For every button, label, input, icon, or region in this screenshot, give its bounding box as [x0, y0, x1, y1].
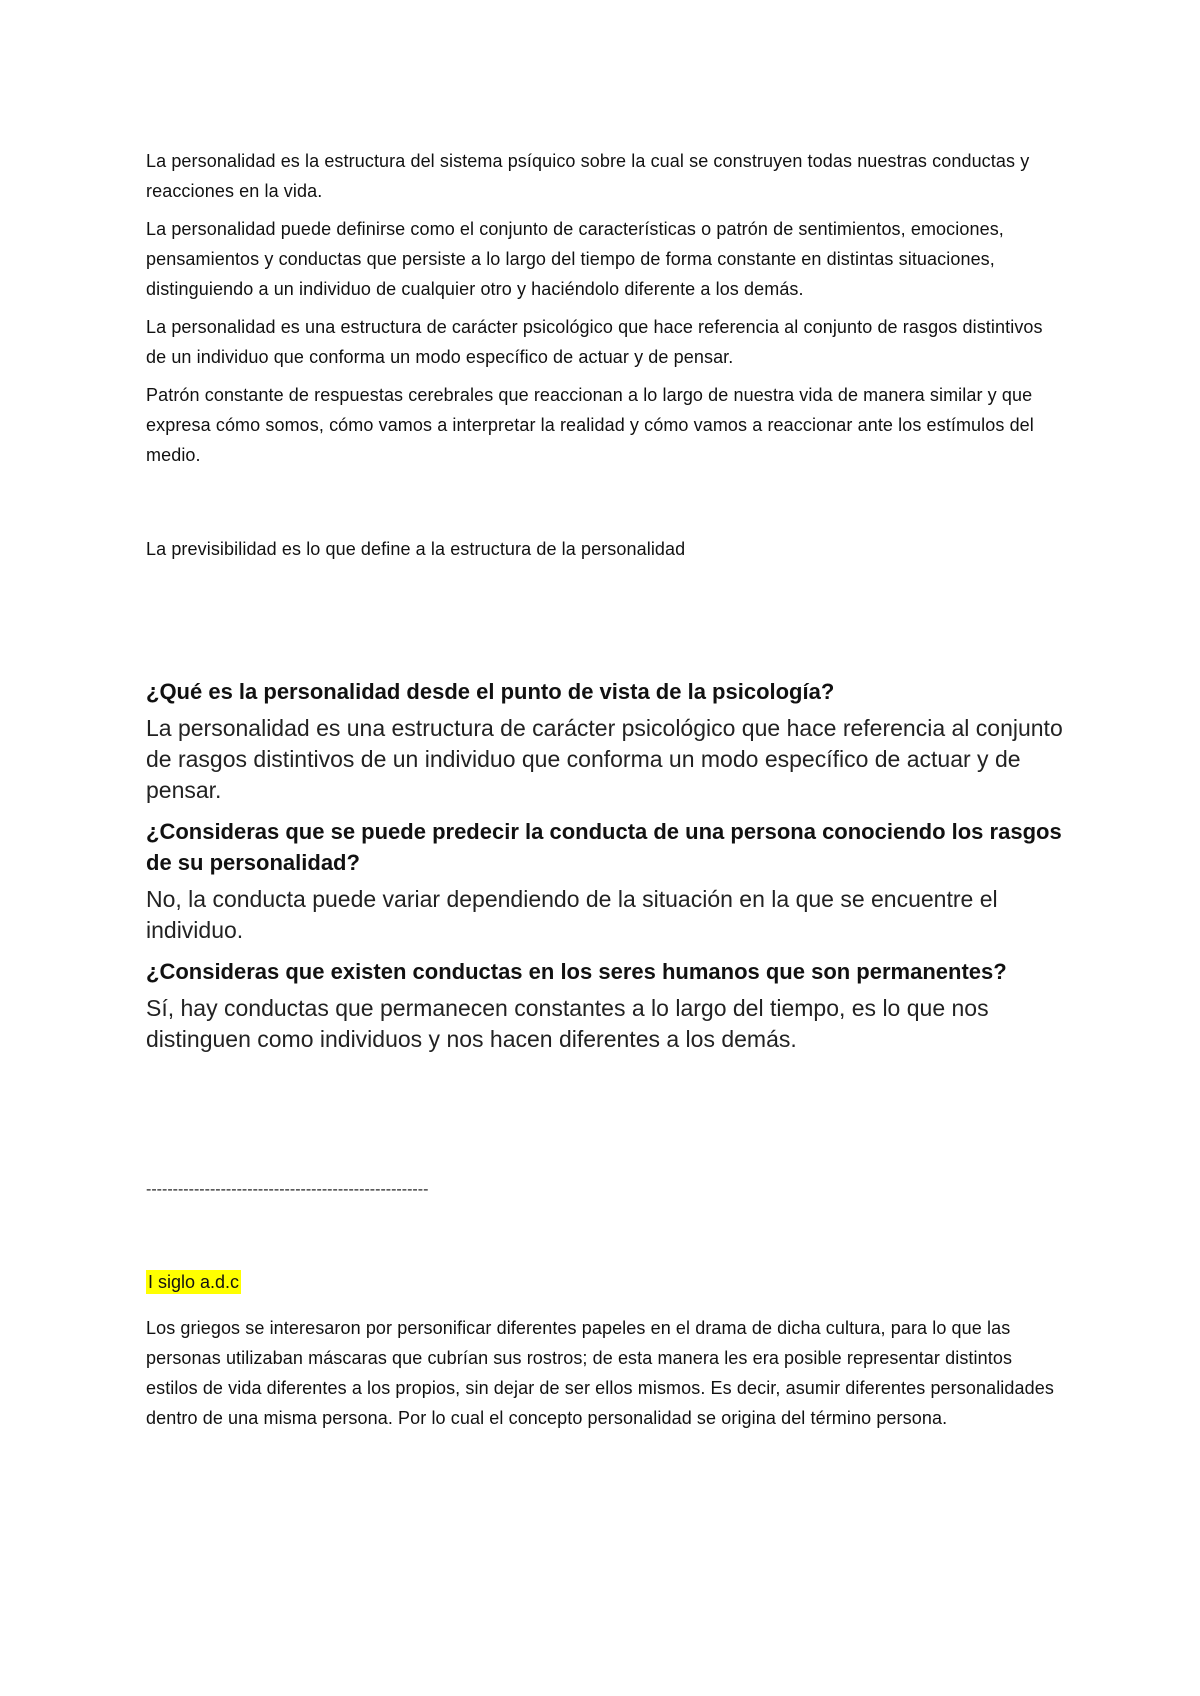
paragraph-greeks: Los griegos se interesaron por personificar diferentes papeles en el drama de dicha cultura, para lo que las personas utilizaban máscaras que cubrían sus rostros; de esta manera les era posible representar distintos estilos de vida diferentes a los propios, sin dejar de ser ellos mismos. Es decir, asumir diferentes personalidades dentro de una misma persona. Por lo cual el concepto personalidad se origina del término persona. — [146, 1318, 1054, 1428]
answer-1: La personalidad es una estructura de carácter psicológico que hace referencia al conjunto de rasgos distintivos de un individuo que conforma un modo específico de actuar y de pensar. — [146, 715, 1063, 803]
blank-space — [146, 1205, 1066, 1267]
answer-3: Sí, hay conductas que permanecen constantes a lo largo del tiempo, es lo que nos distinguen como individuos y nos hacen diferentes a los demás. — [146, 995, 989, 1052]
paragraph-definition-1: La personalidad es la estructura del sistema psíquico sobre la cual se construyen todas nuestras conductas y reacciones en la vida. — [146, 151, 1030, 201]
answer-2: No, la conducta puede variar dependiendo de la situación en la que se encuentre el individuo. — [146, 886, 998, 943]
section-heading-highlighted: I siglo a.d.c — [148, 1272, 240, 1292]
blank-space — [146, 478, 1066, 534]
statement-predictability: La previsibilidad es lo que define a la estructura de la personalidad — [146, 539, 686, 559]
document-body — [146, 146, 1066, 1441]
paragraph-definition-4: Patrón constante de respuestas cerebrales que reaccionan a lo largo de nuestra vida de manera similar y que expresa cómo somos, cómo vamos a interpretar la realidad y cómo vamos a reaccionar ante los estímulos del medio. — [146, 385, 1034, 465]
question-1: ¿Qué es la personalidad desde el punto de vista de la psicología? — [146, 679, 835, 704]
blank-space — [146, 1065, 1066, 1175]
question-2: ¿Consideras que se puede predecir la conducta de una persona conociendo los rasgos de su personalidad? — [146, 819, 1062, 875]
dashed-divider: ----------------------------------------------------- — [146, 1181, 429, 1198]
paragraph-definition-3: La personalidad es una estructura de carácter psicológico que hace referencia al conjunto de rasgos distintivos de un individuo que conforma un modo específico de actuar y de pensar. — [146, 317, 1043, 367]
paragraph-definition-2: La personalidad puede definirse como el conjunto de características o patrón de sentimientos, emociones, pensamientos y conductas que persiste a lo largo del tiempo de forma constante en distintas situaciones, distinguiendo a un individuo de cualquier otro y haciéndolo diferente a los demás. — [146, 219, 1004, 299]
section-heading-wrap — [146, 1267, 1066, 1299]
blank-space — [146, 572, 1066, 676]
question-3: ¿Consideras que existen conductas en los seres humanos que son permanentes? — [146, 959, 1007, 984]
